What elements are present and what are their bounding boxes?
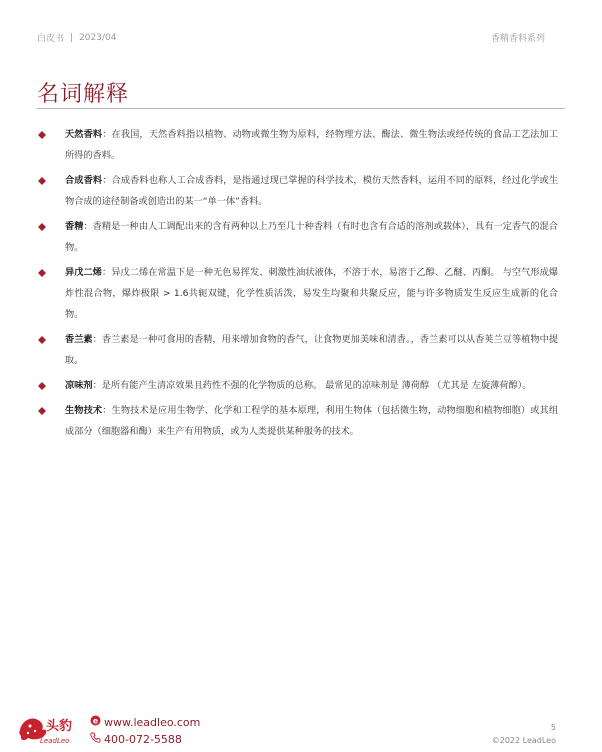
definition-term: 香精 xyxy=(65,221,84,232)
logo-cn-text: 头豹 xyxy=(46,719,73,734)
leopard-logo-icon xyxy=(18,712,88,746)
definition-item xyxy=(38,220,558,258)
definition-body: ：异戊二烯在常温下是一种无色易挥发、刺激性油状液体，不溶于水，易溶于乙醇、乙醚、丙酮。 与空气形成爆炸性混合物，爆炸极限 > 1.6共轭双键，化学性质活泼，易发生均聚和共聚反应，能与许多物质发生反应生成新的化合物。 xyxy=(65,267,559,320)
definition-term: 凉味剂 xyxy=(65,380,93,391)
definition-text xyxy=(65,400,558,442)
definition-item xyxy=(38,266,558,325)
phone-row xyxy=(90,731,200,748)
copyright: ©2022 LeadLeo xyxy=(491,736,556,745)
diamond-bullet-icon xyxy=(38,177,46,185)
definition-term: 合成香料 xyxy=(65,175,103,186)
footer-contact xyxy=(90,714,200,748)
svg-text:e: e xyxy=(92,716,99,726)
definition-text xyxy=(65,124,558,166)
definition-body: ：香兰素是一种可食用的香精，用来增加食物的香气，让食物更加美味和清香。，香兰素可以从香荚兰豆等植物中提取。 xyxy=(65,334,559,366)
logo-en-text: LeadLeo xyxy=(40,737,70,745)
diamond-bullet-icon xyxy=(38,131,46,139)
definition-text xyxy=(65,216,558,258)
title-divider xyxy=(37,108,565,109)
definition-term: 生物技术 xyxy=(65,405,103,416)
website-link[interactable]: www.leadleo.com xyxy=(104,716,201,729)
definition-text xyxy=(65,170,558,212)
diamond-bullet-icon xyxy=(38,336,46,344)
header-separator: | xyxy=(70,32,74,43)
definition-item xyxy=(38,333,558,371)
definition-text xyxy=(65,262,558,325)
definition-text xyxy=(65,375,531,396)
definition-body: ：香精是一种由人工调配出来的含有两种以上乃至几十种香料（有时也含有合适的溶剂或载体），具有一定香气的混合物。 xyxy=(65,221,558,253)
definition-term: 异戊二烯 xyxy=(65,267,102,278)
diamond-bullet-icon xyxy=(38,407,46,415)
phone-number[interactable]: 400-072-5588 xyxy=(104,733,182,746)
web-icon xyxy=(90,714,101,731)
page-number: 5 xyxy=(550,723,556,732)
header-left xyxy=(37,31,116,44)
definition-body: ：是所有能产生清凉效果且药性不强的化学物质的总称。 最常见的凉味剂是 薄荷醇 （尤其是 左旋薄荷醇）。 xyxy=(92,380,532,391)
definition-item xyxy=(38,379,558,396)
website-row xyxy=(90,714,200,731)
diamond-bullet-icon xyxy=(38,382,46,390)
definition-list xyxy=(38,128,558,450)
definition-text xyxy=(65,329,558,371)
leadleo-logo xyxy=(18,712,88,746)
diamond-bullet-icon xyxy=(38,269,46,277)
definition-term: 天然香料 xyxy=(65,129,103,140)
page-title: 名词解释 xyxy=(37,82,130,107)
definition-body: ：合成香料也称人工合成香料，是指通过现已掌握的科学技术，模仿天然香料，运用不同的原料，经过化学或生物合成的途径制备或创造出的某一“单一体”香料。 xyxy=(65,175,559,207)
definition-item xyxy=(38,174,558,212)
definition-body: ：生物技术是应用生物学、化学和工程学的基本原理，利用生物体（包括微生物，动物细胞和植物细胞）或其组成部分（细胞器和酶）来生产有用物质，或为人类提供某种服务的技术。 xyxy=(65,405,559,437)
report-series: 香精香料系列 xyxy=(490,34,545,44)
definition-item xyxy=(38,128,558,166)
diamond-bullet-icon xyxy=(38,223,46,231)
definition-term: 香兰素 xyxy=(65,334,93,345)
definition-item xyxy=(38,404,558,442)
report-type: 白皮书 xyxy=(37,34,65,44)
phone-icon xyxy=(90,731,101,748)
report-date: 2023/04 xyxy=(79,32,117,43)
definition-body: ：在我国，天然香料指以植物、动物或微生物为原料，经物理方法、酶法、微生物法或经传统的食品工艺法加工所得的香料。 xyxy=(65,129,559,161)
